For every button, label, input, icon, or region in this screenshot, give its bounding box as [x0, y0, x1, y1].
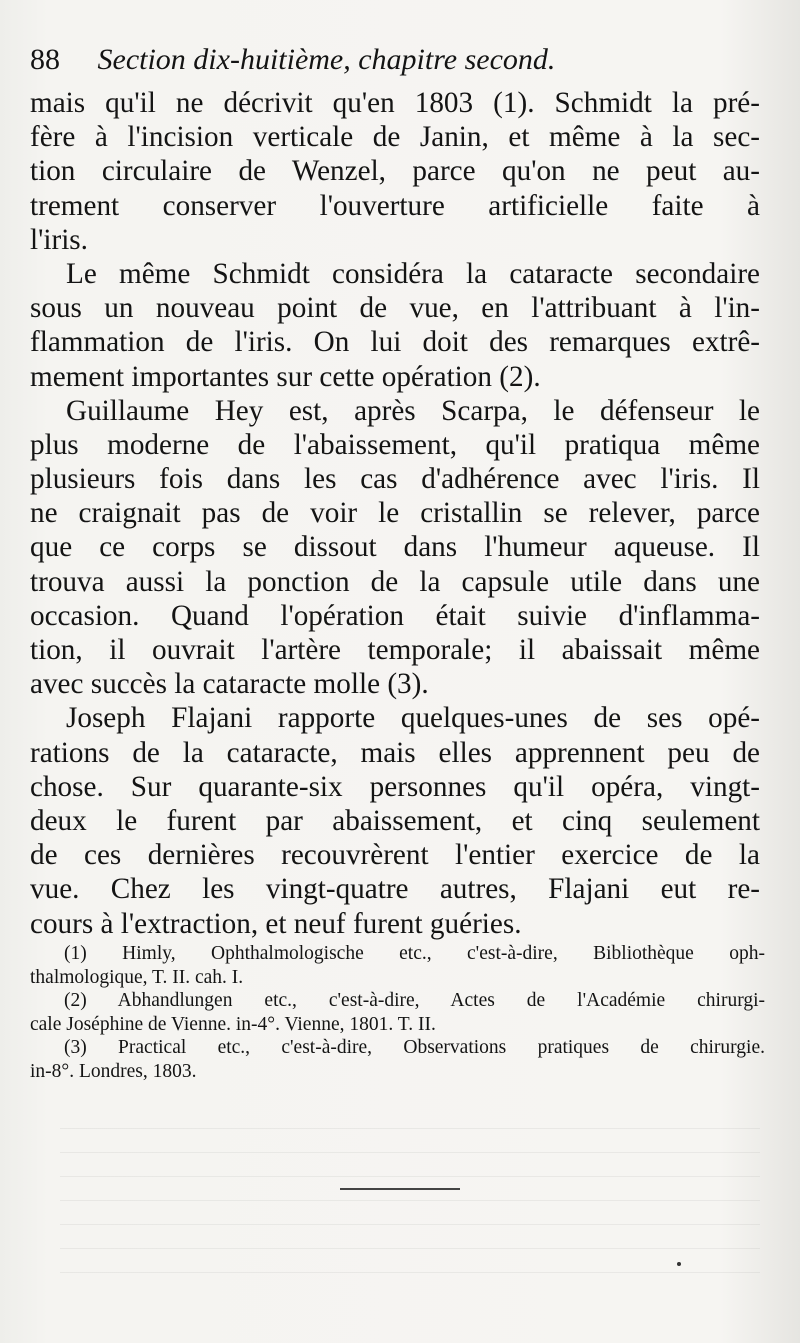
text-line: trement conserver l'ouverture artificielle faite à: [30, 189, 760, 222]
text-line: Le même Schmidt considéra la cataracte secondaire: [66, 257, 760, 290]
text-line: flammation de l'iris. On lui doit des remarques extrê-: [30, 326, 760, 359]
footnote-line: in-8°. Londres, 1803.: [30, 1060, 197, 1082]
text-line: trouva aussi la ponction de la capsule utile dans une: [30, 565, 760, 598]
text-line: vue. Chez les vingt-quatre autres, Flajani eut re-: [30, 873, 760, 906]
footnote-line: cale Joséphine de Vienne. in-4°. Vienne, 1801. T. II.: [30, 1013, 436, 1035]
text-line: mais qu'il ne décrivit qu'en 1803 (1). Schmidt la pré-: [30, 87, 760, 119]
text-line: tion, il ouvrait l'artère temporale; il abaissait même: [30, 634, 760, 666]
text-line: plus moderne de l'abaissement, qu'il pratiqua même: [30, 428, 760, 461]
text-line: fère à l'incision verticale de Janin, et même à la sec-: [30, 121, 760, 154]
ink-speck: [677, 1262, 681, 1266]
footnote-line: thalmologique, T. II. cah. I.: [30, 966, 244, 988]
text-line: Joseph Flajani rapporte quelques-unes de ses opé-: [66, 702, 760, 735]
text-line: mement importantes sur cette opération (2).: [30, 360, 541, 393]
text-line: de ces dernières recouvrèrent l'entier exercice de la: [30, 839, 760, 872]
text-line: ne craignait pas de voir le cristallin se relever, parce: [30, 497, 760, 530]
body-text: [30, 86, 760, 941]
text-line: l'iris.: [30, 223, 88, 256]
footnote-line: (1) Himly, Ophthalmologische etc., c'est-à-dire, Bibliothèque oph-: [64, 943, 765, 964]
text-line: deux le furent par abaissement, et cinq seulement: [30, 804, 760, 837]
running-head: Section dix-huitième, chapitre second.: [97, 43, 556, 76]
text-line: chose. Sur quarante-six personnes qu'il opéra, vingt-: [30, 770, 760, 803]
text-line: avec succès la cataracte molle (3).: [30, 668, 429, 701]
text-line: occasion. Quand l'opération était suivie d'inflamma-: [30, 599, 760, 632]
show-through-texture: [60, 1110, 760, 1280]
text-line: sous un nouveau point de vue, en l'attribuant à l'in-: [30, 292, 760, 325]
text-line: plusieurs fois dans les cas d'adhérence avec l'iris. Il: [30, 463, 760, 496]
text-line: que ce corps se dissout dans l'humeur aqueuse. Il: [30, 531, 760, 564]
footnote-line: (2) Abhandlungen etc., c'est-à-dire, Actes de l'Académie chirurgi-: [64, 990, 765, 1011]
page-header: [30, 42, 770, 78]
footnotes: [30, 942, 765, 1083]
bleed-through-rule: [340, 1188, 460, 1190]
text-line: cours à l'extraction, et neuf furent guéries.: [30, 907, 522, 940]
footnote-line: (3) Practical etc., c'est-à-dire, Observations pratiques de chirurgie.: [64, 1037, 765, 1058]
text-line: rations de la cataracte, mais elles apprennent peu de: [30, 736, 760, 769]
page-number: 88: [30, 43, 60, 76]
text-line: Guillaume Hey est, après Scarpa, le défenseur le: [66, 394, 760, 427]
text-line: tion circulaire de Wenzel, parce qu'on ne peut au-: [30, 155, 760, 188]
